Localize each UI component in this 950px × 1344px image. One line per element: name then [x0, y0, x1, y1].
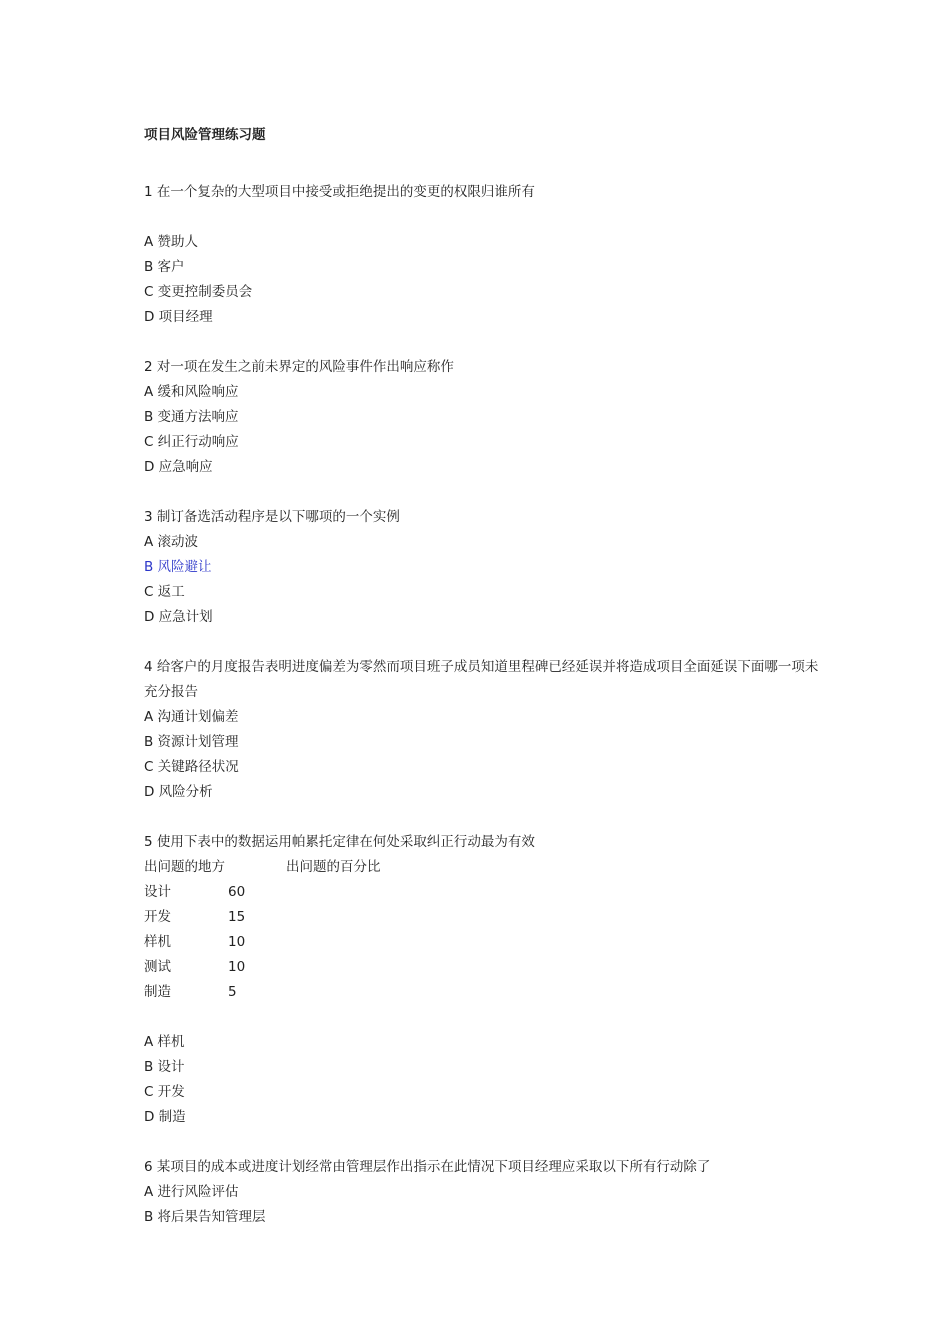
option-a: A 滚动波: [144, 534, 199, 550]
table-cell: 10: [228, 934, 246, 950]
table-row: [144, 980, 824, 1005]
question-3: [144, 505, 824, 630]
option-a: A 进行风险评估: [144, 1184, 239, 1200]
table-cell: 10: [228, 959, 246, 975]
table-cell: 测试: [144, 959, 171, 975]
option-b: B 客户: [144, 259, 185, 275]
table-cell: 15: [228, 909, 246, 925]
option-b: B 设计: [144, 1059, 185, 1075]
option-a: A 沟通计划偏差: [144, 709, 239, 725]
question-1: [144, 180, 824, 330]
option-a: A 缓和风险响应: [144, 384, 239, 400]
option-b: B 资源计划管理: [144, 734, 239, 750]
option-d: D 应急计划: [144, 609, 213, 625]
question-text: 3 制订备选活动程序是以下哪项的一个实例: [144, 509, 400, 525]
question-5: [144, 830, 824, 1130]
table-cell: 样机: [144, 934, 171, 950]
question-4: [144, 655, 824, 805]
option-b: B 将后果告知管理层: [144, 1209, 266, 1225]
option-c: C 纠正行动响应: [144, 434, 239, 450]
question-6: [144, 1155, 824, 1230]
document-content: [144, 123, 824, 1255]
table-cell: 5: [228, 984, 237, 1000]
table-row: [144, 905, 824, 930]
option-c: C 开发: [144, 1084, 185, 1100]
option-d: D 应急响应: [144, 459, 213, 475]
table-row: [144, 880, 824, 905]
question-text: 6 某项目的成本或进度计划经常由管理层作出指示在此情况下项目经理应采取以下所有行动除了: [144, 1159, 711, 1175]
table-row: [144, 955, 824, 980]
option-d: D 项目经理: [144, 309, 213, 325]
table-header-cell: 出问题的地方: [144, 859, 225, 875]
option-c: C 返工: [144, 584, 185, 600]
document-title: 项目风险管理练习题: [144, 127, 266, 143]
question-text: 5 使用下表中的数据运用帕累托定律在何处采取纠正行动最为有效: [144, 834, 535, 850]
question-text: 4 给客户的月度报告表明进度偏差为零然而项目班子成员知道里程碑已经延误并将造成项目全面延误下面哪一项未充分报告: [144, 659, 819, 700]
table-cell: 设计: [144, 884, 171, 900]
option-c: C 关键路径状况: [144, 759, 239, 775]
question-text: 2 对一项在发生之前未界定的风险事件作出响应称作: [144, 359, 454, 375]
option-b: B 变通方法响应: [144, 409, 239, 425]
question-text: 1 在一个复杂的大型项目中接受或拒绝提出的变更的权限归谁所有: [144, 184, 535, 200]
table-row: [144, 930, 824, 955]
option-d: D 制造: [144, 1109, 186, 1125]
table-cell: 开发: [144, 909, 171, 925]
option-a: A 样机: [144, 1034, 185, 1050]
table-cell: 制造: [144, 984, 171, 1000]
table-header-cell: 出问题的百分比: [286, 859, 381, 875]
problem-table: [144, 855, 824, 1005]
option-c: C 变更控制委员会: [144, 284, 253, 300]
table-header-row: [144, 855, 824, 880]
option-b-highlighted: B 风险避让: [144, 559, 212, 575]
option-a: A 赞助人: [144, 234, 199, 250]
table-cell: 60: [228, 884, 246, 900]
option-d: D 风险分析: [144, 784, 213, 800]
question-2: [144, 355, 824, 480]
